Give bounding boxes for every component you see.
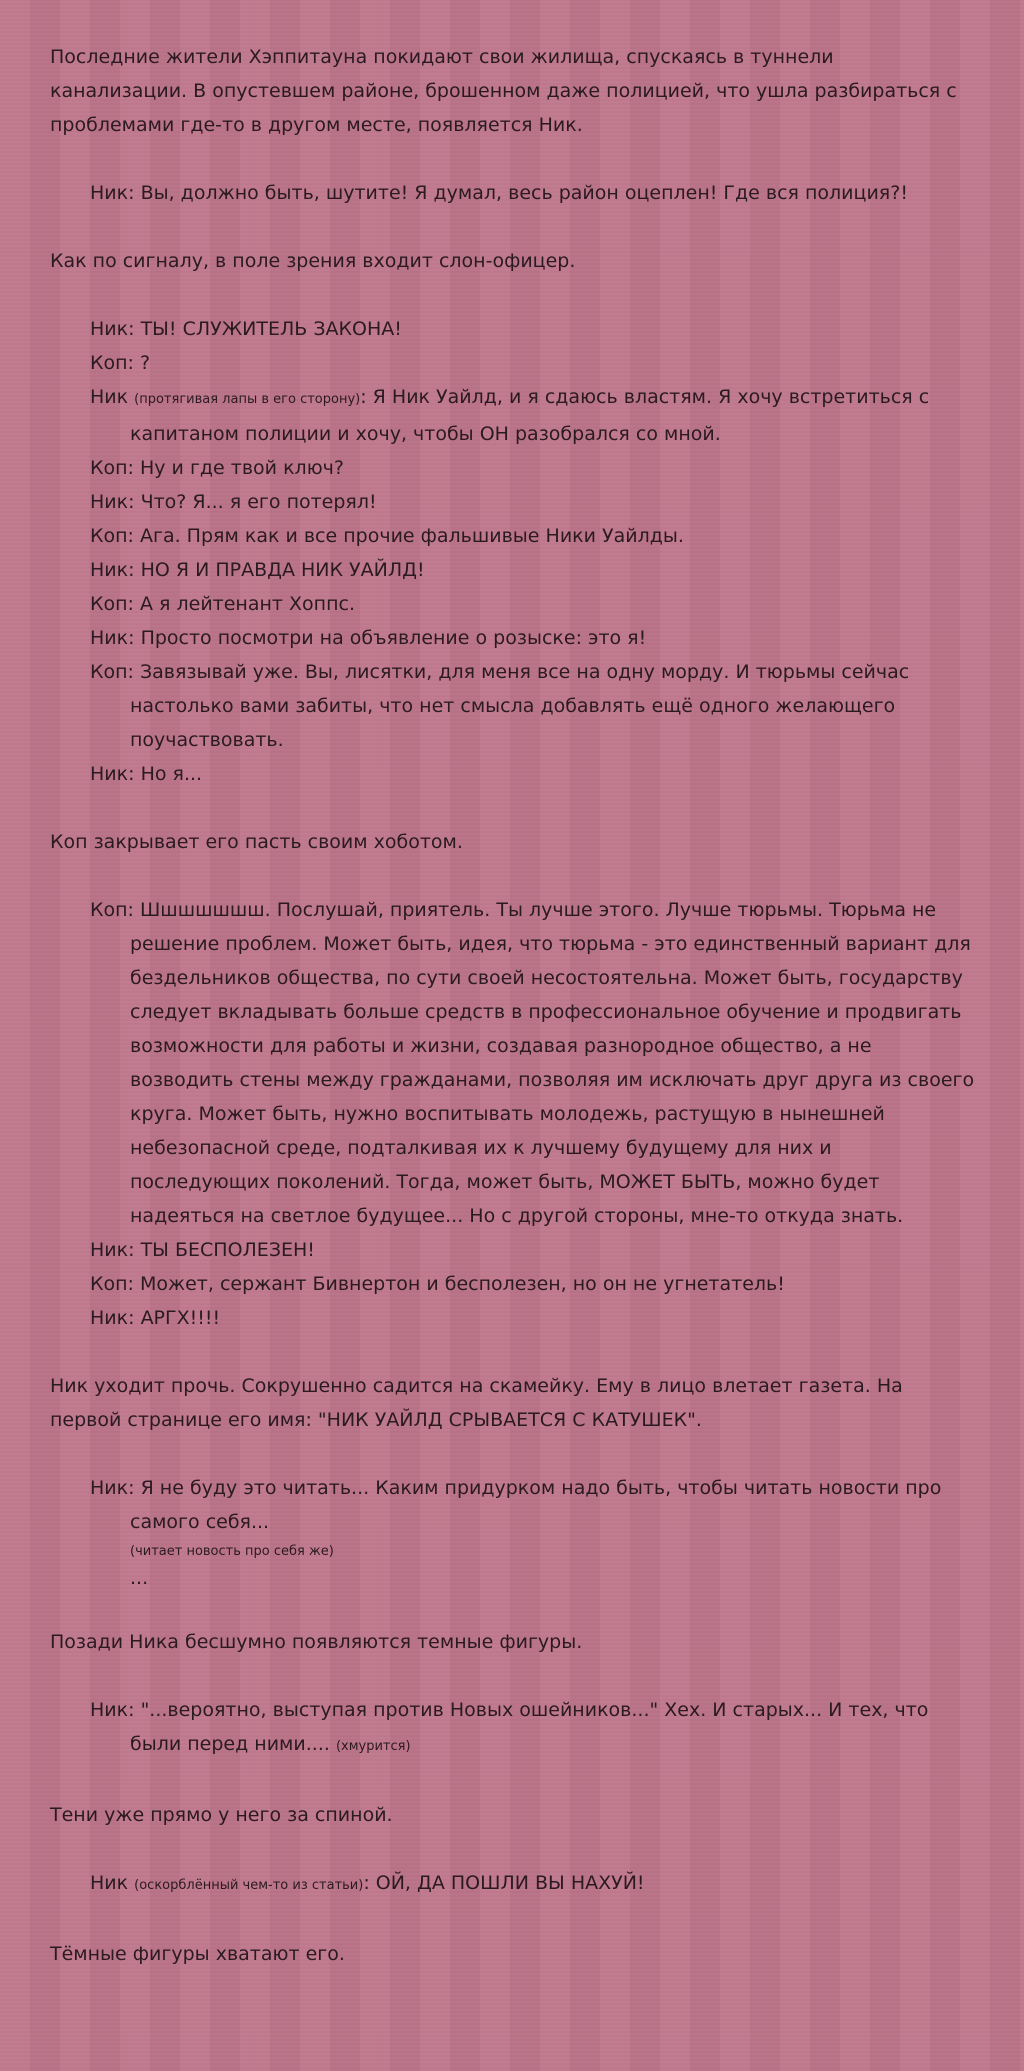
dialogue-line: [90, 757, 976, 791]
dialogue-reading: [50, 1693, 976, 1764]
spacer: [50, 1764, 976, 1798]
stage-direction: (хмурится): [335, 1739, 411, 1754]
line-text: Завязывай уже. Вы, лисятки, для меня все на одну морду. И тюрьмы сейчас настолько вами забиты, что нет смысла добавлять ещё одного желающего поучаствовать.: [130, 661, 910, 751]
speaker-name: Коп:: [90, 352, 140, 374]
dialogue-line: [90, 1693, 976, 1764]
dialogue-line: [90, 346, 976, 380]
ellipsis-line: ...: [130, 1567, 149, 1589]
dialogue-line: [90, 519, 976, 553]
dialogue-line: [90, 1233, 976, 1267]
line-text: А я лейтенант Хоппс.: [139, 593, 355, 615]
line-text: ТЫ БЕСПОЛЕЗЕН!: [140, 1239, 315, 1261]
speaker-name: Ник:: [90, 627, 141, 649]
dialogue-line: [90, 380, 976, 451]
dialogue-line: [90, 176, 976, 210]
line-text: ?: [139, 352, 151, 374]
narration-officer-enters: Как по сигналу, в поле зрения входит слон-офицер.: [50, 250, 576, 272]
speaker-name: Ник:: [90, 1699, 141, 1721]
dialogue-line: [90, 1866, 976, 1903]
dialogue-line: [90, 553, 976, 587]
line-text: Что? Я... я его потерял!: [140, 491, 377, 513]
spacer: [50, 142, 976, 176]
line-text: : Я Ник Уайлд, и я сдаюсь властям. Я хочу встретиться с капитаном полиции и хочу, чтобы ОН разобрался со мной.: [130, 386, 930, 445]
dialogue-newspaper: [50, 1471, 976, 1591]
dialogue-outburst: [50, 1866, 976, 1903]
narration-evacuation: Последние жители Хэппитауна покидают свои жилища, спускаясь в туннели канализации. В опустевшем районе, брошенном даже полицией, что ушла разбираться с проблемами где-то в другом месте, появляется Ник.: [50, 46, 957, 136]
speaker-name: Ник:: [90, 182, 141, 204]
stage-direction: (протягивая лапы в его сторону): [134, 392, 361, 407]
speaker-name: Ник:: [90, 1307, 141, 1329]
speaker-name: Коп:: [90, 457, 140, 479]
narration-shadows: Позади Ника бесшумно появляются темные фигуры.: [50, 1631, 583, 1653]
speaker-name: Коп:: [90, 1273, 140, 1295]
line-text: : ОЙ, ДА ПОШЛИ ВЫ НАХУЙ!: [363, 1872, 645, 1894]
speaker-name: Ник: [90, 386, 135, 408]
line-text: АРГХ!!!!: [140, 1307, 221, 1329]
narration-behind: Тени уже прямо у него за спиной.: [50, 1804, 393, 1826]
dialogue-line: [90, 312, 976, 346]
dialogue-line: [90, 587, 976, 621]
line-text: ТЫ! СЛУЖИТЕЛЬ ЗАКОНА!: [140, 318, 402, 340]
dialogue-line: [90, 451, 976, 485]
spacer: [50, 278, 976, 312]
dialogue-line: [90, 1471, 976, 1539]
line-text: Я не буду это читать... Каким придурком надо быть, чтобы читать новости про самого себя...: [130, 1477, 942, 1533]
line-text: Шшшшшшш. Послушай, приятель. Ты лучше этого. Лучше тюрьмы. Тюрьма не решение проблем. Может быть, идея, что тюрьма - это единственный вариант для бездельников общества, по сути своей несостоятельна. Может быть, государству следует вкладывать больше средств в профессиональное обучение и продвигать возможности для работы и жизни, создавая разнородное общество, а не возводить стены между гражданами, позволяя им исключать друг друга из своего круга. Может быть, нужно воспитывать молодежь, растущую в нынешней небезопасной среде, подталкивая их к лучшему будущему для них и последующих поколений. Тогда, может быть, МОЖЕТ БЫТЬ, можно будет надеяться на светлое будущее... Но с другой стороны, мне-то откуда знать.: [130, 899, 975, 1227]
narration-newspaper: Ник уходит прочь. Сокрушенно садится на скамейку. Ему в лицо влетает газета. На первой странице его имя: "НИК УАЙЛД СРЫВАЕТСЯ С КАТУШЕК".: [50, 1375, 903, 1431]
speaker-name: Коп:: [90, 525, 140, 547]
line-text: Ага. Прям как и все прочие фальшивые Ники Уайлды.: [139, 525, 684, 547]
speaker-name: Ник:: [90, 763, 141, 785]
dialogue-line: [90, 1267, 976, 1301]
spacer: [50, 1335, 976, 1369]
line-text: "...вероятно, выступая против Новых ошейников..." Хех. И старых... И тех, что были перед ними....: [130, 1699, 929, 1755]
line-text: НО Я И ПРАВДА НИК УАЙЛД!: [140, 559, 425, 581]
line-text: Может, сержант Бивнертон и бесполезен, но он не угнетатель!: [139, 1273, 785, 1295]
speaker-name: Ник:: [90, 1477, 141, 1499]
speaker-name: Коп:: [90, 899, 140, 921]
dialogue-line: [90, 1301, 976, 1335]
dialogue-line: [90, 485, 976, 519]
speaker-name: Ник: [90, 1872, 135, 1894]
narration-trunk: Коп закрывает его пасть своим хоботом.: [50, 831, 463, 853]
line-text: Ну и где твой ключ?: [139, 457, 344, 479]
speaker-name: Коп:: [90, 661, 140, 683]
stage-direction: (читает новость про себя же): [130, 1544, 334, 1559]
speaker-name: Ник:: [90, 491, 141, 513]
spacer: [50, 859, 976, 893]
spacer: [50, 210, 976, 244]
spacer: [50, 1591, 976, 1625]
spacer: [50, 1903, 976, 1937]
dialogue-line: [90, 621, 976, 655]
spacer: [50, 1832, 976, 1866]
dialogue-line: [90, 893, 976, 1233]
spacer: [50, 791, 976, 825]
narration-grab: Тёмные фигуры хватают его.: [50, 1943, 345, 1965]
line-text: Просто посмотри на объявление о розыске: это я!: [140, 627, 647, 649]
dialogue-line: [90, 655, 976, 757]
line-text: Вы, должно быть, шутите! Я думал, весь район оцеплен! Где вся полиция?!: [140, 182, 908, 204]
speaker-name: Ник:: [90, 559, 141, 581]
spacer: [50, 1437, 976, 1471]
line-text: Но я...: [140, 763, 203, 785]
dialogue-nick-joke: [50, 176, 976, 210]
speaker-name: Коп:: [90, 593, 140, 615]
spacer: [50, 1659, 976, 1693]
stage-direction: (оскорблённый чем-то из статьи): [134, 1878, 364, 1893]
speaker-name: Ник:: [90, 318, 141, 340]
dialogue-block-1: [50, 312, 976, 791]
dialogue-block-2: [50, 893, 976, 1335]
speaker-name: Ник:: [90, 1239, 141, 1261]
